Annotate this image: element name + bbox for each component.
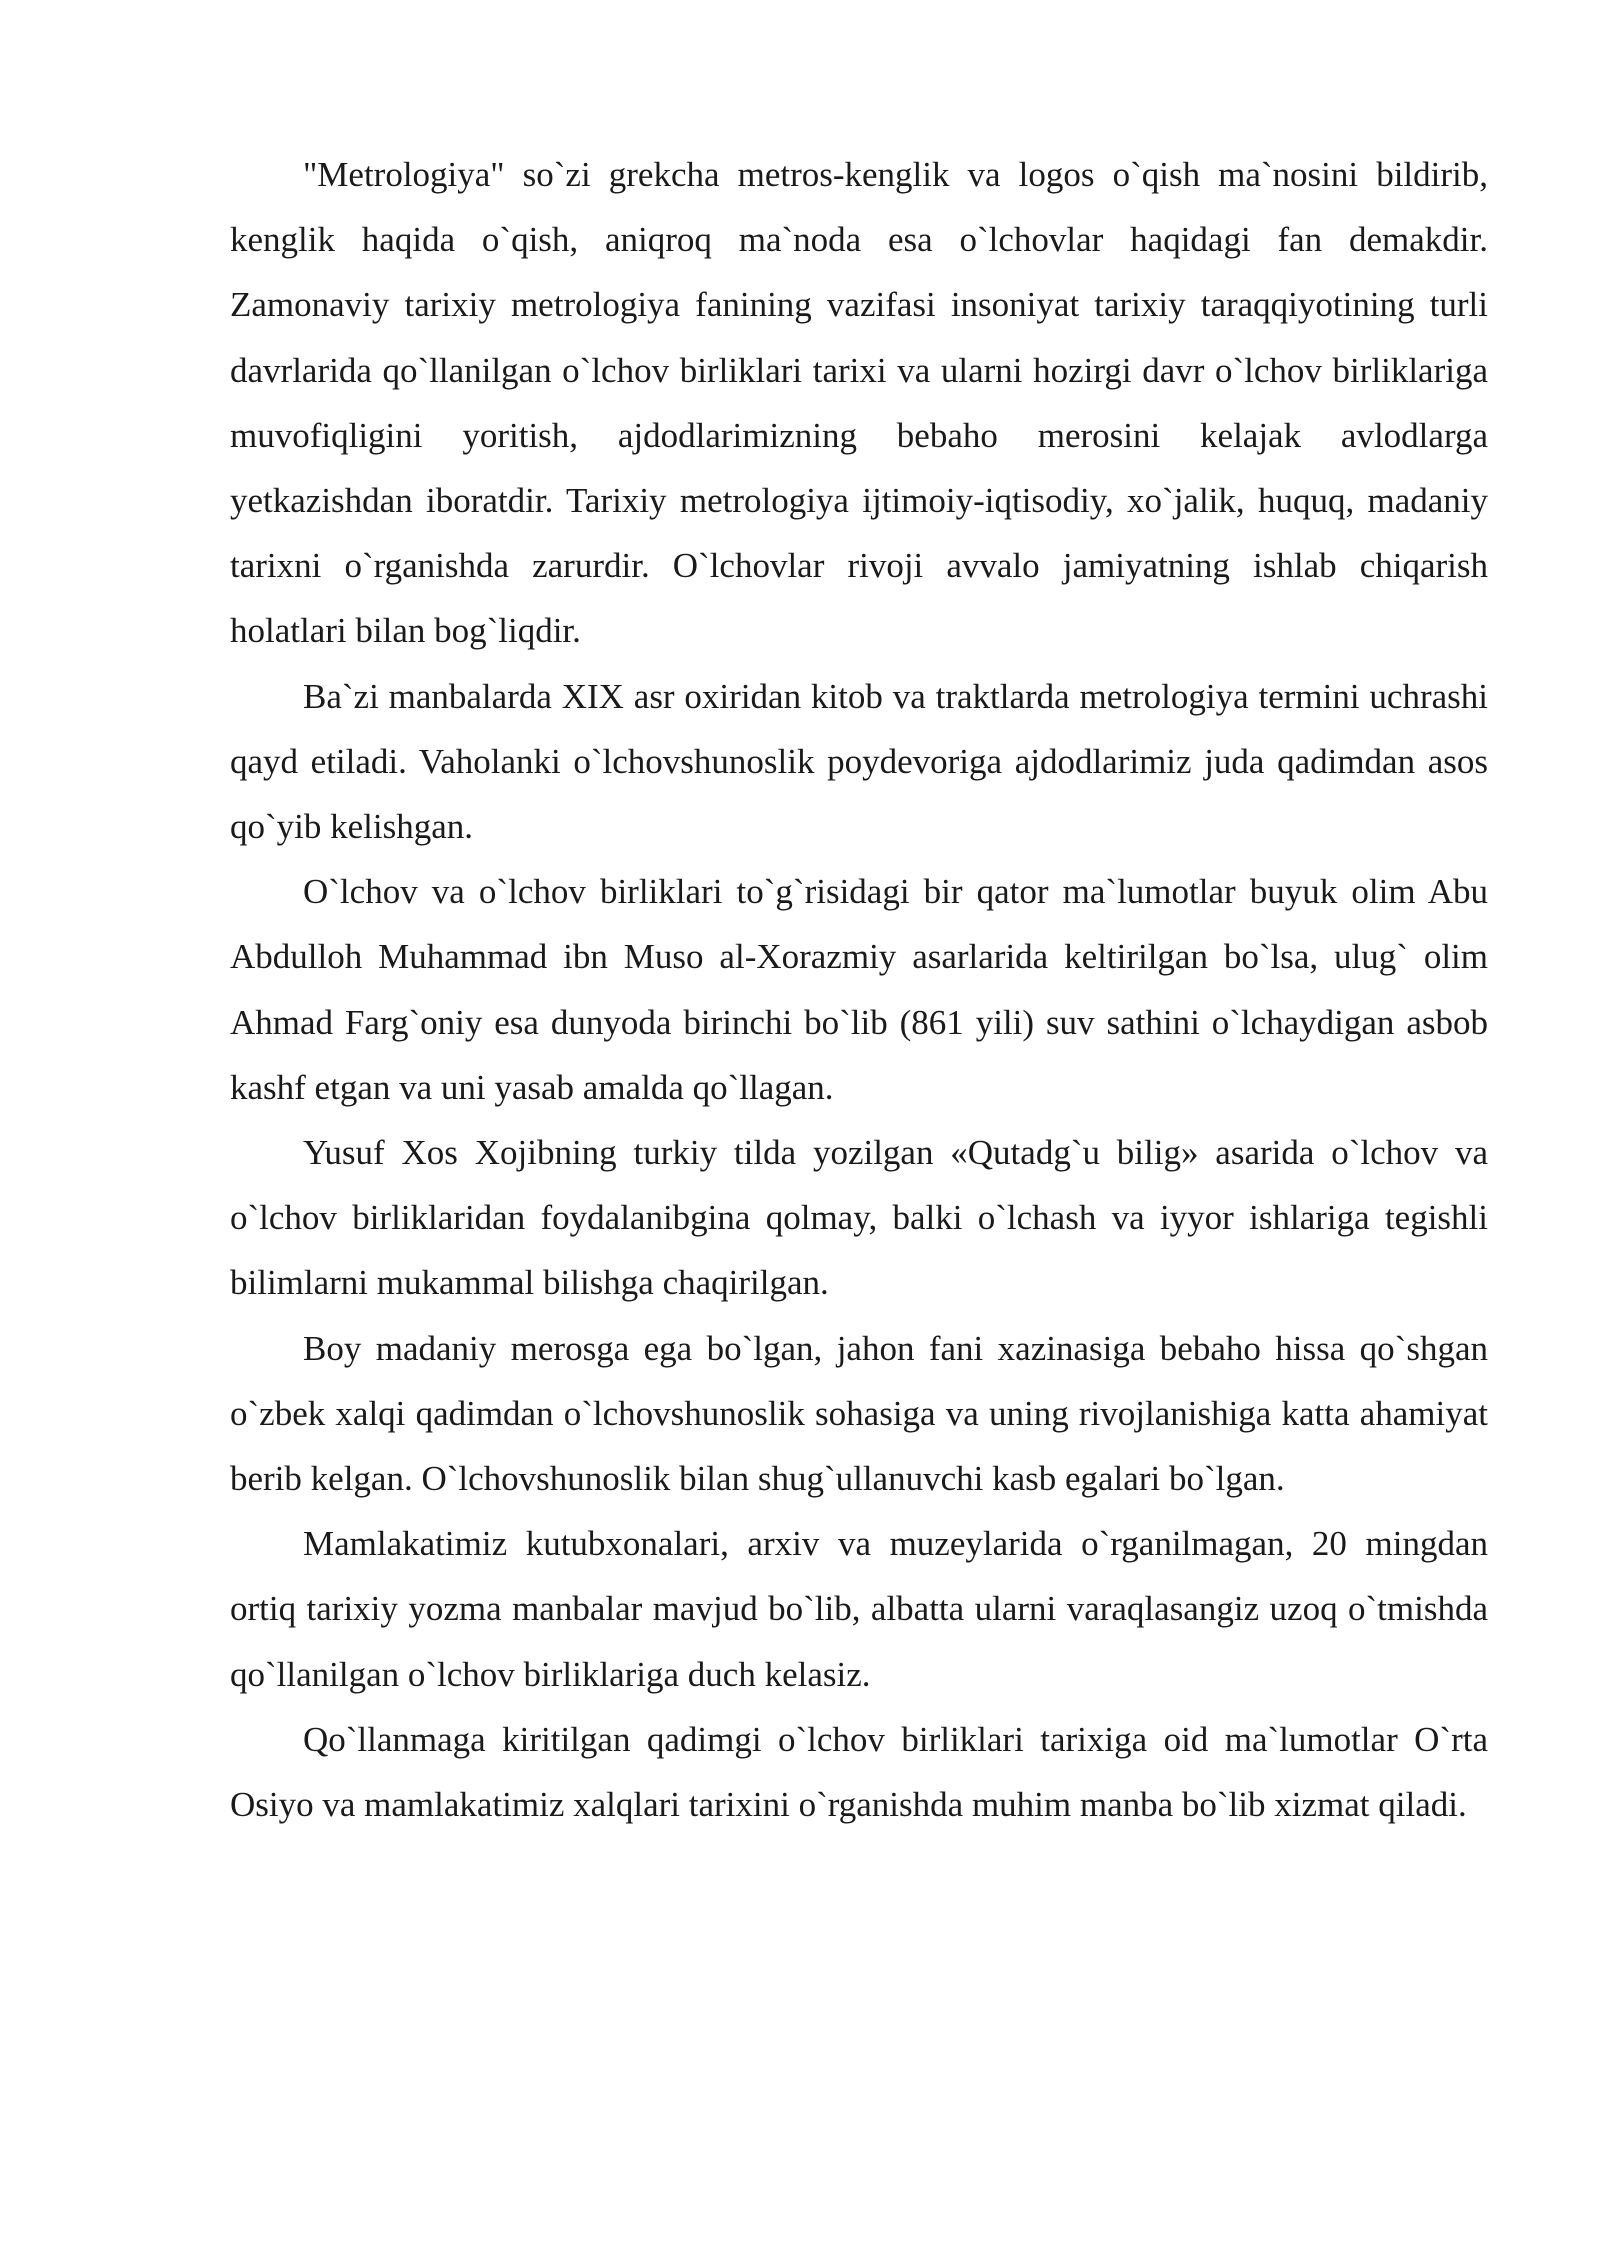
paragraph-5: Boy madaniy merosga ega bo`lgan, jahon fani xazinasiga bebaho hissa qo`shgan o`zbek xalqi qadimdan o`lchovshunoslik sohasiga va uning rivojlanishiga katta ahamiyat berib kelgan. O`lchovshunoslik bilan shug`ullanuvchi kasb egalari bo`lgan. xyxy=(230,1328,1488,1499)
paragraph-4: Yusuf Xos Xojibning turkiy tilda yozilgan «Qutadg`u bilig» asarida o`lchov va o`lchov birliklaridan foydalanibgina qolmay, balki o`lchash va iyyor ishlariga tegishli bilimlarni mukammal bilishga chaqirilgan. xyxy=(230,1133,1488,1303)
paragraph-1: "Metrologiya" so`zi grekcha metros-kenglik va logos o`qish ma`nosini bildirib, kenglik haqida o`qish, aniqroq ma`noda esa o`lchovlar haqidagi fan demakdir. Zamonaviy tarixiy metrologiya fanining vazifasi insoniyat tarixiy taraqqiyotining turli davrlarida qo`llanilgan o`lchov birliklari tarixi va ularni hozirgi davr o`lchov birliklariga muvofiqligini yoritish, ajdodlarimizning bebaho merosini kelajak avlodlarga yetkazishdan iboratdir. Tarixiy metrologiya ijtimoiy-iqtisodiy, xo`jalik, huquq, madaniy tarixni o`rganishda zarurdir. O`lchovlar rivoji avvalo jamiyatning ishlab chiqarish holatlari bilan bog`liqdir. xyxy=(230,155,1488,651)
paragraph-2: Ba`zi manbalarda XIX asr oxiridan kitob va traktlarda metrologiya termini uchrashi qayd etiladi. Vaholanki o`lchovshunoslik poydevoriga ajdodlarimiz juda qadimdan asos qo`yib kelishgan. xyxy=(230,676,1488,847)
paragraph-7: Qo`llanmaga kiritilgan qadimgi o`lchov birliklari tarixiga oid ma`lumotlar O`rta Osiyo va mamlakatimiz xalqlari tarixini o`rganishda muhim manba bo`lib xizmat qiladi. xyxy=(230,1719,1488,1825)
document-body xyxy=(230,142,1488,1837)
paragraph-3: O`lchov va o`lchov birliklari to`g`risidagi bir qator ma`lumotlar buyuk olim Abu Abdulloh Muhammad ibn Muso al-Xorazmiy asarlarida keltirilgan bo`lsa, ulug` olim Ahmad Farg`oniy esa dunyoda birinchi bo`lib (861 yili) suv sathini o`lchaydigan asbob kashf etgan va uni yasab amalda qo`llagan. xyxy=(230,872,1488,1107)
paragraph-6: Mamlakatimiz kutubxonalari, arxiv va muzeylarida o`rganilmagan, 20 mingdan ortiq tarixiy yozma manbalar mavjud bo`lib, albatta ularni varaqlasangiz uzoq o`tmishda qo`llanilgan o`lchov birliklariga duch kelasiz. xyxy=(230,1524,1488,1694)
